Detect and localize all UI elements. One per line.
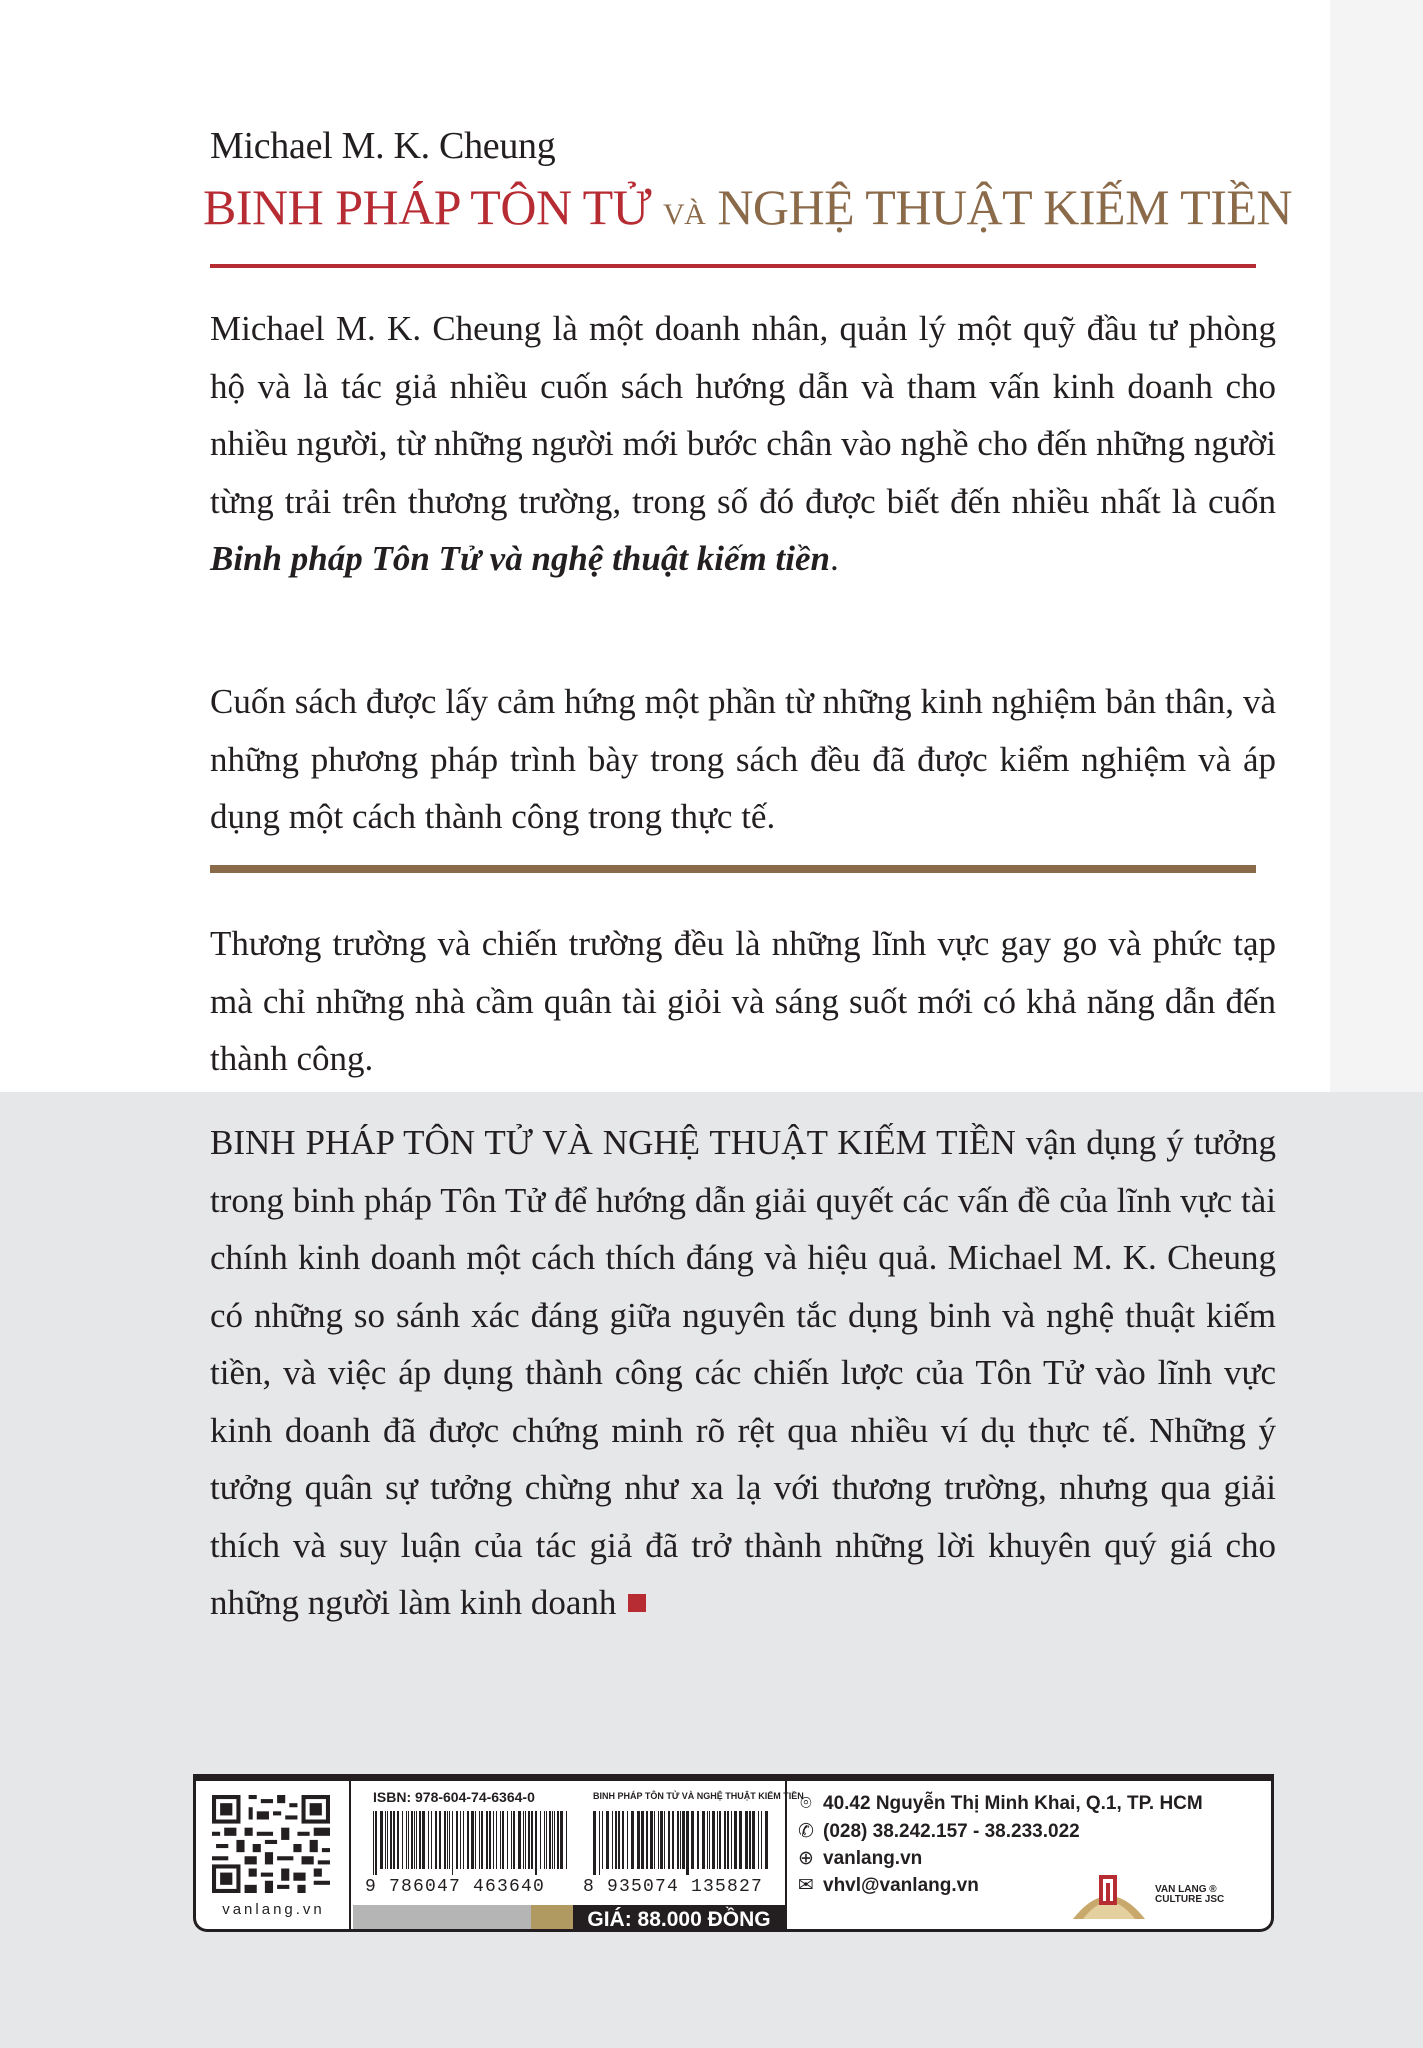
- publisher-info-box: [193, 1774, 1274, 1932]
- isbn-section: [353, 1781, 804, 1931]
- book-title-italic: Binh pháp Tôn Tử và nghệ thuật kiếm tiền: [210, 539, 830, 578]
- email-text[interactable]: vhvl@vanlang.vn: [823, 1875, 979, 1896]
- product-barcode-number: 8 935074 135827: [583, 1877, 764, 1897]
- author-bio-end: .: [829, 539, 839, 578]
- qr-code[interactable]: [212, 1795, 330, 1893]
- logo-text: [1155, 1885, 1224, 1905]
- author-bio-paragraph: [210, 300, 1276, 588]
- book-title-part1: BINH PHÁP TÔN TỬ: [203, 179, 651, 235]
- envelope-icon: ✉: [798, 1875, 814, 1896]
- isbn-barcode-number: 9 786047 463640: [365, 1877, 546, 1897]
- phone-text: (028) 38.242.157 - 38.233.022: [823, 1821, 1080, 1842]
- book-summary-text: BINH PHÁP TÔN TỬ VÀ NGHỆ THUẬT KIẾM TIỀN vận dụng ý tưởng trong binh pháp Tôn Tử để hướng dẫn giải quyết các vấn đề của lĩnh vực tài chính kinh doanh một cách thích đáng và hiệu quả. Michael M. K. Cheung có những so sánh xác đáng giữa nguyên tắc dụng binh và nghệ thuật kiếm tiền, và việc áp dụng thành công các chiến lược của Tôn Tử vào lĩnh vực kinh doanh đã được chứng minh rõ rệt qua nhiều ví dụ thực tế. Những ý tưởng quân sự tưởng chừng như xa lạ với thương trường, nhưng qua giải thích và suy luận của tác giả đã trở thành những lời khuyên quý giá cho những người làm kinh doanh: [210, 1123, 1276, 1622]
- location-pin-icon: ⌾: [800, 1793, 812, 1814]
- qr-caption: vanlang.vn: [222, 1901, 325, 1918]
- globe-icon: ⊕: [798, 1848, 814, 1869]
- book-title-and: VÀ: [662, 198, 706, 231]
- logo-name: VAN LANG ®: [1155, 1884, 1217, 1895]
- isbn-label: ISBN: 978-604-74-6364-0: [373, 1789, 535, 1805]
- contact-address: [795, 1793, 1203, 1815]
- contact-section: [785, 1781, 1274, 1929]
- author-name: Michael M. K. Cheung: [210, 125, 556, 167]
- red-square-icon: [628, 1594, 646, 1612]
- market-paragraph: Thương trường và chiến trường đều là những lĩnh vực gay go và phức tạp mà chỉ những nhà cầm quân tài giỏi và sáng suốt mới có khả năng dẫn đến thành công.: [210, 924, 1276, 1078]
- contact-email[interactable]: [795, 1874, 979, 1897]
- product-barcode: [591, 1811, 775, 1875]
- isbn-barcode: [371, 1811, 571, 1875]
- qr-section: [196, 1781, 351, 1929]
- author-bio-text: Michael M. K. Cheung là một doanh nhân, quản lý một quỹ đầu tư phòng hộ và là tác giả nhiều cuốn sách hướng dẫn và tham vấn kinh doanh cho nhiều người, từ những người mới bước chân vào nghề cho đến những người từng trải trên thương trường, trong số đó được biết đến nhiều nhất là cuốn: [210, 309, 1276, 521]
- address-text: 40.42 Nguyễn Thị Minh Khai, Q.1, TP. HCM: [823, 1793, 1203, 1814]
- gold-band: [531, 1905, 573, 1932]
- title-divider: [210, 264, 1256, 268]
- website-text[interactable]: vanlang.vn: [823, 1848, 923, 1869]
- section-divider: [210, 865, 1256, 873]
- book-title: [203, 178, 1292, 236]
- contact-website[interactable]: [795, 1847, 922, 1870]
- grey-band: [353, 1905, 531, 1932]
- van-lang-logo: [1069, 1865, 1149, 1921]
- logo-company: CULTURE JSC: [1155, 1894, 1225, 1905]
- contact-phone: [795, 1820, 1080, 1843]
- book-title-part2: NGHỆ THUẬT KIẾM TIỀN: [717, 179, 1292, 235]
- barcode-book-title: BINH PHÁP TÔN TỬ VÀ NGHỆ THUẬT KIẾM TIỀN: [593, 1791, 804, 1801]
- price-label: GIÁ: 88.000 ĐỒNG: [573, 1905, 785, 1932]
- phone-icon: ✆: [798, 1821, 814, 1842]
- inspiration-paragraph: Cuốn sách được lấy cảm hứng một phần từ những kinh nghiệm bản thân, và những phương pháp trình bày trong sách đều đã được kiểm nghiệm và áp dụng một cách thành công trong thực tế.: [210, 682, 1276, 836]
- book-summary-paragraph: [210, 1114, 1276, 1632]
